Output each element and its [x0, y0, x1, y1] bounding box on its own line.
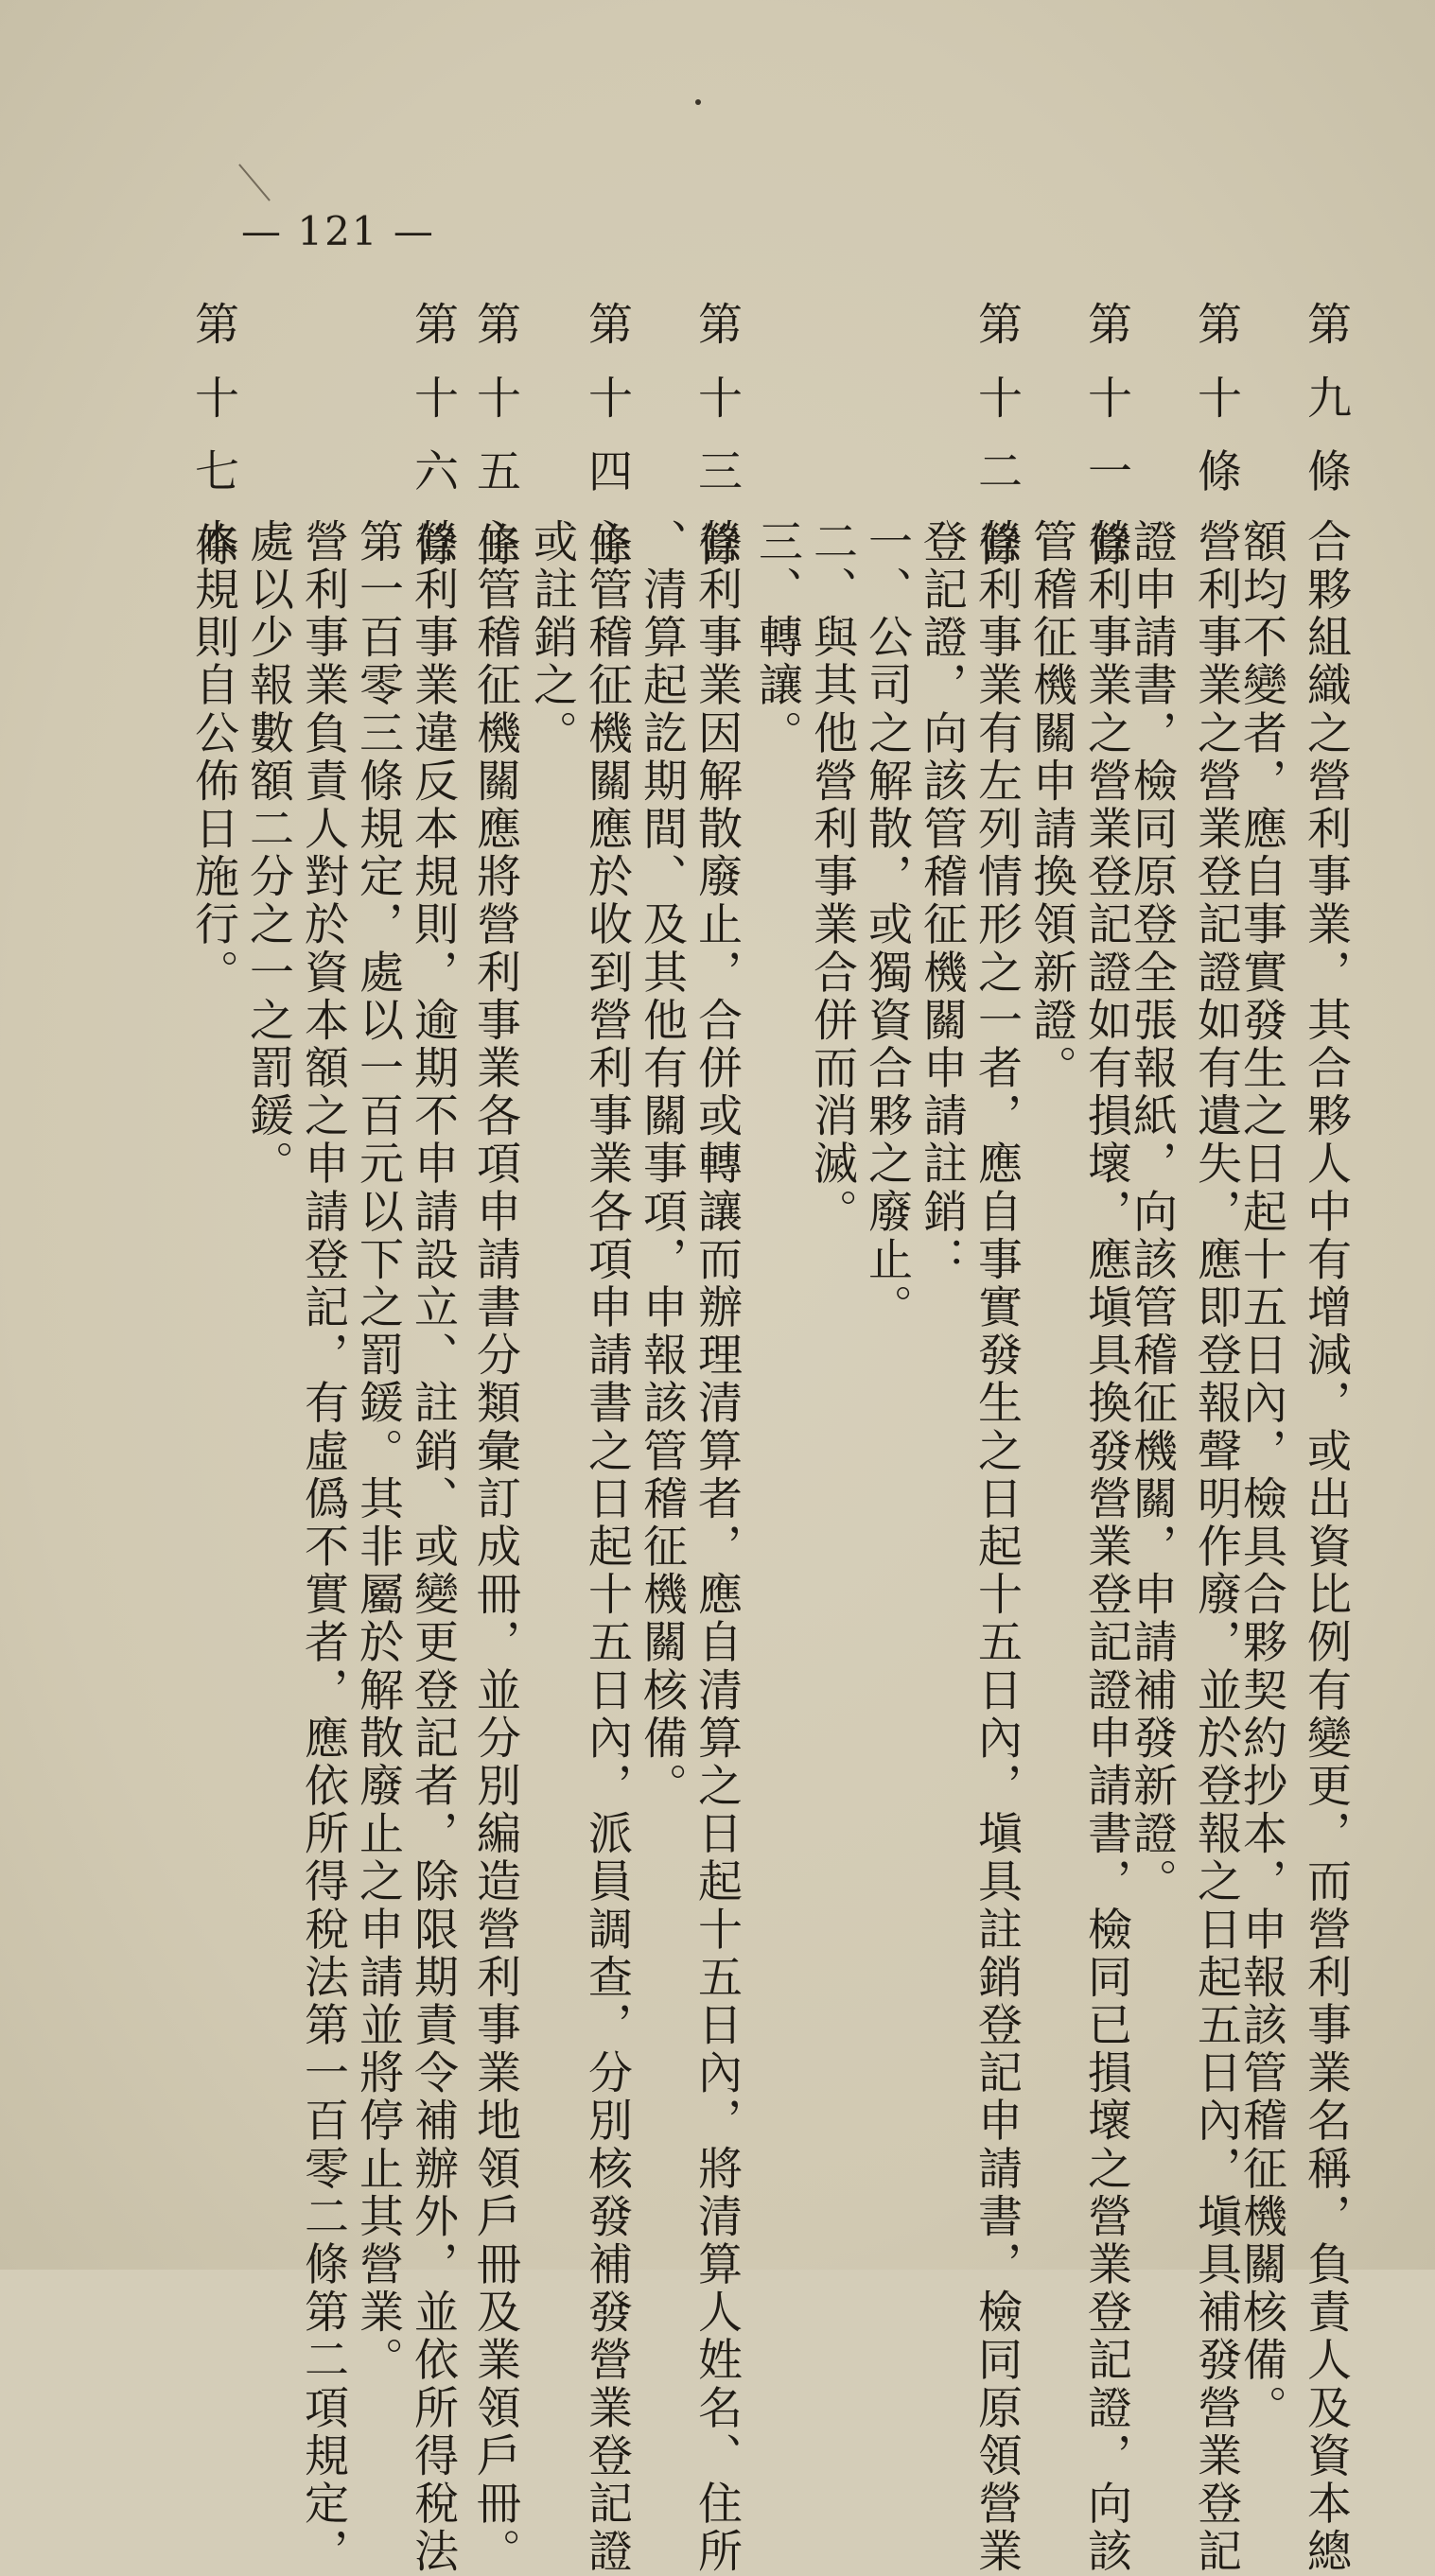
article-10-label: 第 十 條	[1190, 301, 1242, 500]
article-12-text-line-1: 營利事業有左列情形之一者，應自事實發生之日起十五日內，塡具註銷登記申請書，檢同原領營業	[971, 518, 1023, 2576]
article-12-text-line-2: 登記證，向該管稽征機關申請註銷：	[916, 518, 968, 1284]
article-11-label: 第 十 一 條	[1080, 301, 1132, 574]
article-16-text-line-4: 處以少報數額二分之一之罰鍰。	[242, 518, 294, 1189]
article-13-label: 第 十 三 條	[691, 301, 743, 574]
article-12-item-1: 一、公司之解散，或獨資合夥之廢止。	[861, 518, 913, 1332]
article-10-text-line-2: 證申請書，檢同原登全張報紙，向該管稽征機關，申請補發新證。	[1126, 518, 1178, 1906]
article-14-text-line-1: 主管稽征機關應於收到營利事業各項申請書之日起十五日內，派員調查，分別核發補發營業登記證	[581, 518, 633, 2576]
article-11-text-line-2: 管稽征機關申請換領新證。	[1025, 518, 1077, 1093]
page-number: — 121 —	[241, 208, 435, 254]
article-14-label: 第 十 四 條	[581, 301, 633, 574]
article-10-text-line-1: 營利事業之營業登記證如有遺失，應即登報聲明作廢，並於登報之日起五日內，塡具補發營業登記	[1190, 518, 1242, 2576]
article-16-text-line-2: 第一百零三條規定，處以一百元以下之罰鍰。其非屬於解散廢止之申請並將停止其營業。	[352, 518, 404, 2385]
pencil-mark	[238, 164, 271, 201]
article-9-text-line-2: 額均不變者，應自事實發生之日起十五日內，檢具合夥契約抄本，申報該管稽征機關核備。	[1235, 518, 1287, 2432]
article-12-item-2: 二、與其他營利事業合併而消滅。	[806, 518, 858, 1236]
article-13-text-line-1: 營利事業因解散廢止，合併或轉讓而辦理清算者，應自清算之日起十五日內，將清算人姓名、住所	[691, 518, 743, 2576]
article-11-text-line-1: 營利事業之營業登記證如有損壞，應塡具換發營業登記證申請書，檢同已損壞之營業登記證，向該	[1080, 518, 1132, 2576]
article-9-text-line-1: 合夥組織之營利事業，其合夥人中有增減，或出資比例有變更，而營利事業名稱，負責人及資本總	[1300, 518, 1352, 2576]
article-16-text-line-3: 營利事業負責人對於資本額之申請登記，有虛僞不實者，應依所得稅法第一百零二條第二項規定，	[297, 518, 349, 2576]
article-13-text-line-2: 、清算起訖期間、及其他有關事項，申報該管稽征機關核備。	[636, 518, 688, 1811]
article-14-text-line-2: 或註銷之。	[526, 518, 578, 757]
article-15-text: 主管稽征機關應將營利事業各項申請書分類彙訂成冊，並分別編造營利事業地領戶冊及業領戶冊。	[469, 518, 521, 2576]
article-17-label: 第 十 七 條	[187, 301, 239, 574]
article-9-label: 第 九 條	[1300, 301, 1352, 500]
ink-dot	[695, 99, 701, 105]
article-12-label: 第 十 二 條	[971, 301, 1023, 574]
article-16-label: 第 十 六 條	[407, 301, 459, 574]
article-16-text-line-1: 營利事業違反本規則，逾期不申請設立、註銷、或變更登記者，除限期責令補辦外，並依所得稅法	[407, 518, 459, 2576]
article-12-item-3: 三、轉讓。	[751, 518, 803, 757]
article-17-text: 本規則自公佈日施行。	[187, 518, 239, 997]
article-15-label: 第 十 五 條	[469, 301, 521, 574]
